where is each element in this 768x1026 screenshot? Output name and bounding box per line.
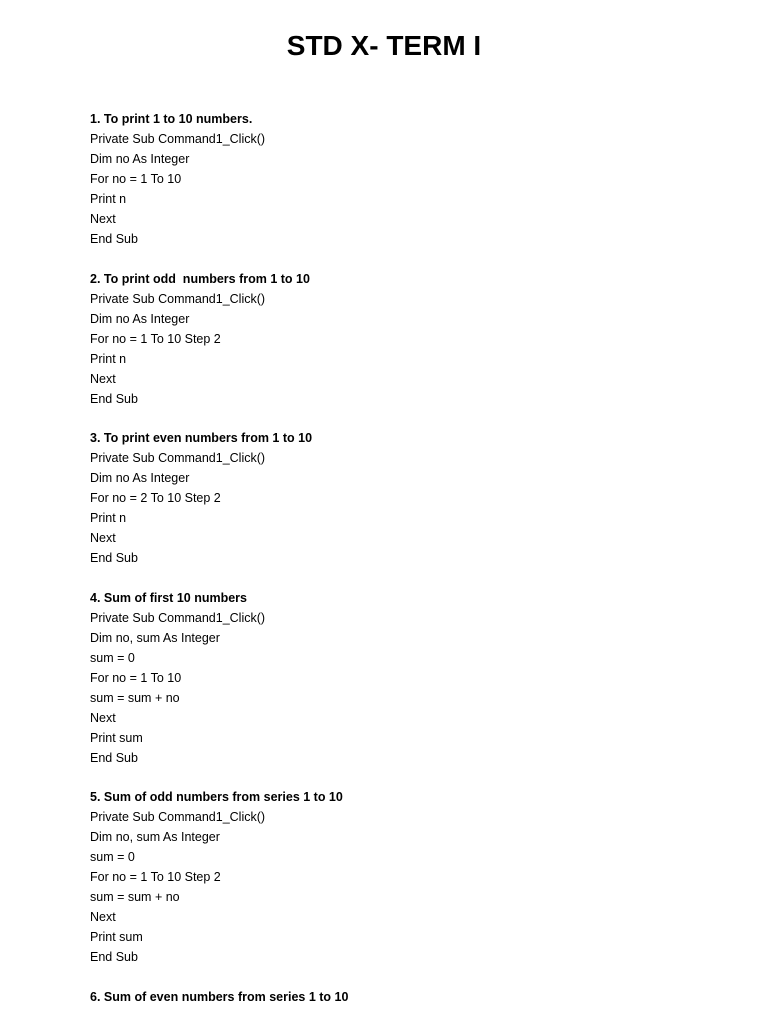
code-line: End Sub (90, 232, 138, 246)
section-heading: 4. Sum of first 10 numbers (90, 590, 247, 605)
program-section-6 (90, 987, 730, 1007)
program-section-4 (90, 588, 730, 768)
code-line: sum = 0 (90, 650, 135, 665)
code-line: Next (90, 531, 116, 545)
code-line: Print n (90, 192, 127, 206)
section-heading: 3. To print even numbers from 1 to 10 (90, 431, 313, 445)
code-line: Dim no As Integer (90, 311, 190, 326)
code-line: Print n (90, 511, 127, 525)
code-line: Private Sub Command1_Click() (90, 451, 266, 465)
code-line: Print sum (90, 730, 143, 745)
section-heading: 2. To print odd numbers from 1 to 10 (90, 271, 310, 286)
code-line: End Sub (90, 950, 138, 964)
code-line: End Sub (90, 551, 138, 565)
code-line: sum = 0 (90, 850, 135, 864)
code-line: Private Sub Command1_Click() (90, 810, 266, 824)
code-line: Next (90, 371, 116, 386)
code-line: Next (90, 710, 116, 725)
section-heading: 5. Sum of odd numbers from series 1 to 10 (90, 790, 343, 804)
code-line: Dim no As Integer (90, 471, 190, 485)
code-line: Print sum (90, 930, 143, 944)
code-line: Private Sub Command1_Click() (90, 291, 266, 306)
code-line: sum = sum + no (90, 690, 180, 705)
code-line: End Sub (90, 750, 138, 765)
section-heading: 6. Sum of even numbers from series 1 to 10 (90, 989, 349, 1004)
document-title: STD X- TERM I (286, 30, 482, 61)
code-line: Print n (90, 351, 127, 366)
document-body (90, 109, 730, 1026)
program-section-2 (90, 269, 730, 409)
code-line: For no = 1 To 10 Step 2 (90, 331, 221, 346)
code-line: Private Sub Command1_Click() (90, 132, 266, 146)
code-line: End Sub (90, 391, 138, 406)
code-line: Next (90, 910, 116, 924)
code-line: For no = 1 To 10 (90, 670, 182, 685)
program-section-5 (90, 787, 730, 967)
code-line: For no = 1 To 10 Step 2 (90, 870, 221, 884)
program-section-1 (90, 109, 730, 249)
section-heading: 1. To print 1 to 10 numbers. (90, 112, 253, 126)
code-line: Dim no, sum As Integer (90, 830, 220, 844)
code-line: Private Sub Command1_Click() (90, 610, 266, 625)
code-line: Next (90, 212, 116, 226)
code-line: Dim no, sum As Integer (90, 630, 220, 645)
code-line: For no = 2 To 10 Step 2 (90, 491, 221, 505)
code-line: sum = sum + no (90, 890, 180, 904)
code-line: For no = 1 To 10 (90, 172, 182, 186)
code-line: Dim no As Integer (90, 152, 190, 166)
program-section-3 (90, 428, 730, 568)
